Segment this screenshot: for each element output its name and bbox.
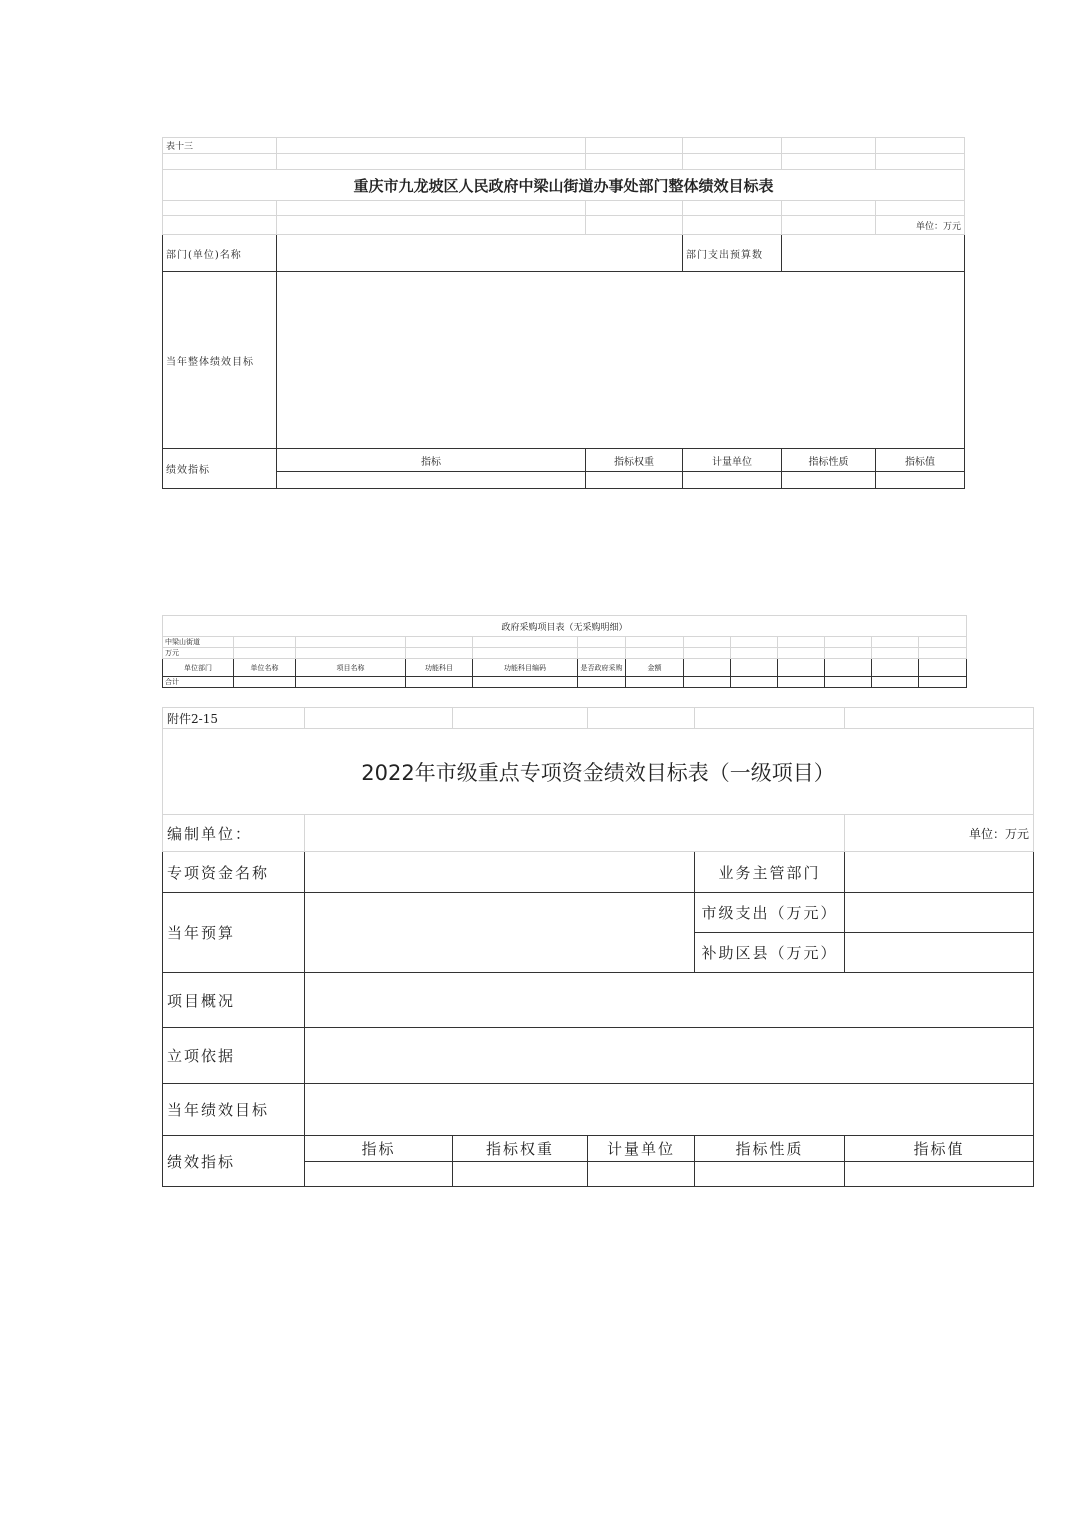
project-basis-label: 立项依据 — [163, 1028, 305, 1084]
header-unit-name: 单位名称 — [234, 659, 296, 677]
city-expenditure-value — [845, 893, 1034, 933]
annual-goal-label: 当年整体绩效目标 — [163, 272, 277, 449]
fund-name-value — [305, 852, 695, 893]
header-amount: 金额 — [626, 659, 684, 677]
header-project-name: 项目名称 — [296, 659, 406, 677]
header-gov-procurement: 是否政府采购 — [578, 659, 626, 677]
city-expenditure-label: 市级支出（万元） — [695, 893, 845, 933]
annual-goal-value — [305, 1084, 1034, 1136]
project-overview-value — [305, 973, 1034, 1028]
header-unit: 计量单位 — [588, 1136, 695, 1162]
dept-label: 业务主管部门 — [695, 852, 845, 893]
special-fund-performance-table — [162, 707, 1034, 1187]
attachment-number: 附件2-15 — [163, 708, 305, 729]
header-unit: 计量单位 — [683, 449, 782, 472]
annual-budget-value — [305, 893, 695, 973]
county-subsidy-value — [845, 933, 1034, 973]
project-basis-value — [305, 1028, 1034, 1084]
header-value: 指标值 — [845, 1136, 1034, 1162]
fund-name-label: 专项资金名称 — [163, 852, 305, 893]
procurement-title: 政府采购项目表（无采购明细） — [163, 616, 967, 637]
annual-goal-label: 当年绩效目标 — [163, 1084, 305, 1136]
unit-label: 单位：万元 — [876, 216, 965, 235]
unit-label: 万元 — [163, 648, 234, 659]
header-function-subject: 功能科目 — [406, 659, 473, 677]
header-indicator: 指标 — [277, 449, 586, 472]
procurement-table — [162, 615, 967, 688]
table-number: 表十三 — [163, 138, 277, 154]
performance-indicators-label: 绩效指标 — [163, 449, 277, 489]
compile-unit-label: 编制单位： — [163, 815, 305, 852]
unit-label: 单位：万元 — [845, 815, 1034, 852]
dept-name-label: 部门(单位)名称 — [163, 235, 277, 272]
header-indicator: 指标 — [305, 1136, 453, 1162]
table-title: 2022年市级重点专项资金绩效目标表（一级项目） — [163, 729, 1034, 815]
dept-value — [845, 852, 1034, 893]
performance-indicators-label: 绩效指标 — [163, 1136, 305, 1187]
project-overview-label: 项目概况 — [163, 973, 305, 1028]
annual-budget-label: 当年预算 — [163, 893, 305, 973]
header-nature: 指标性质 — [695, 1136, 845, 1162]
dept-budget-label: 部门支出预算数 — [683, 235, 782, 272]
table-title: 重庆市九龙坡区人民政府中梁山街道办事处部门整体绩效目标表 — [163, 170, 965, 201]
county-subsidy-label: 补助区县（万元） — [695, 933, 845, 973]
header-nature: 指标性质 — [782, 449, 876, 472]
header-weight: 指标权重 — [586, 449, 683, 472]
header-unit-dept: 单位部门 — [163, 659, 234, 677]
department-performance-table — [162, 137, 965, 489]
compile-unit-value — [305, 815, 845, 852]
dept-budget-value — [782, 235, 965, 272]
org-label: 中梁山街道 — [163, 637, 234, 648]
header-function-code: 功能科目编码 — [473, 659, 578, 677]
header-value: 指标值 — [876, 449, 965, 472]
header-weight: 指标权重 — [453, 1136, 588, 1162]
total-label: 合计 — [163, 677, 234, 688]
annual-goal-value — [277, 272, 965, 449]
dept-name-value — [277, 235, 683, 272]
